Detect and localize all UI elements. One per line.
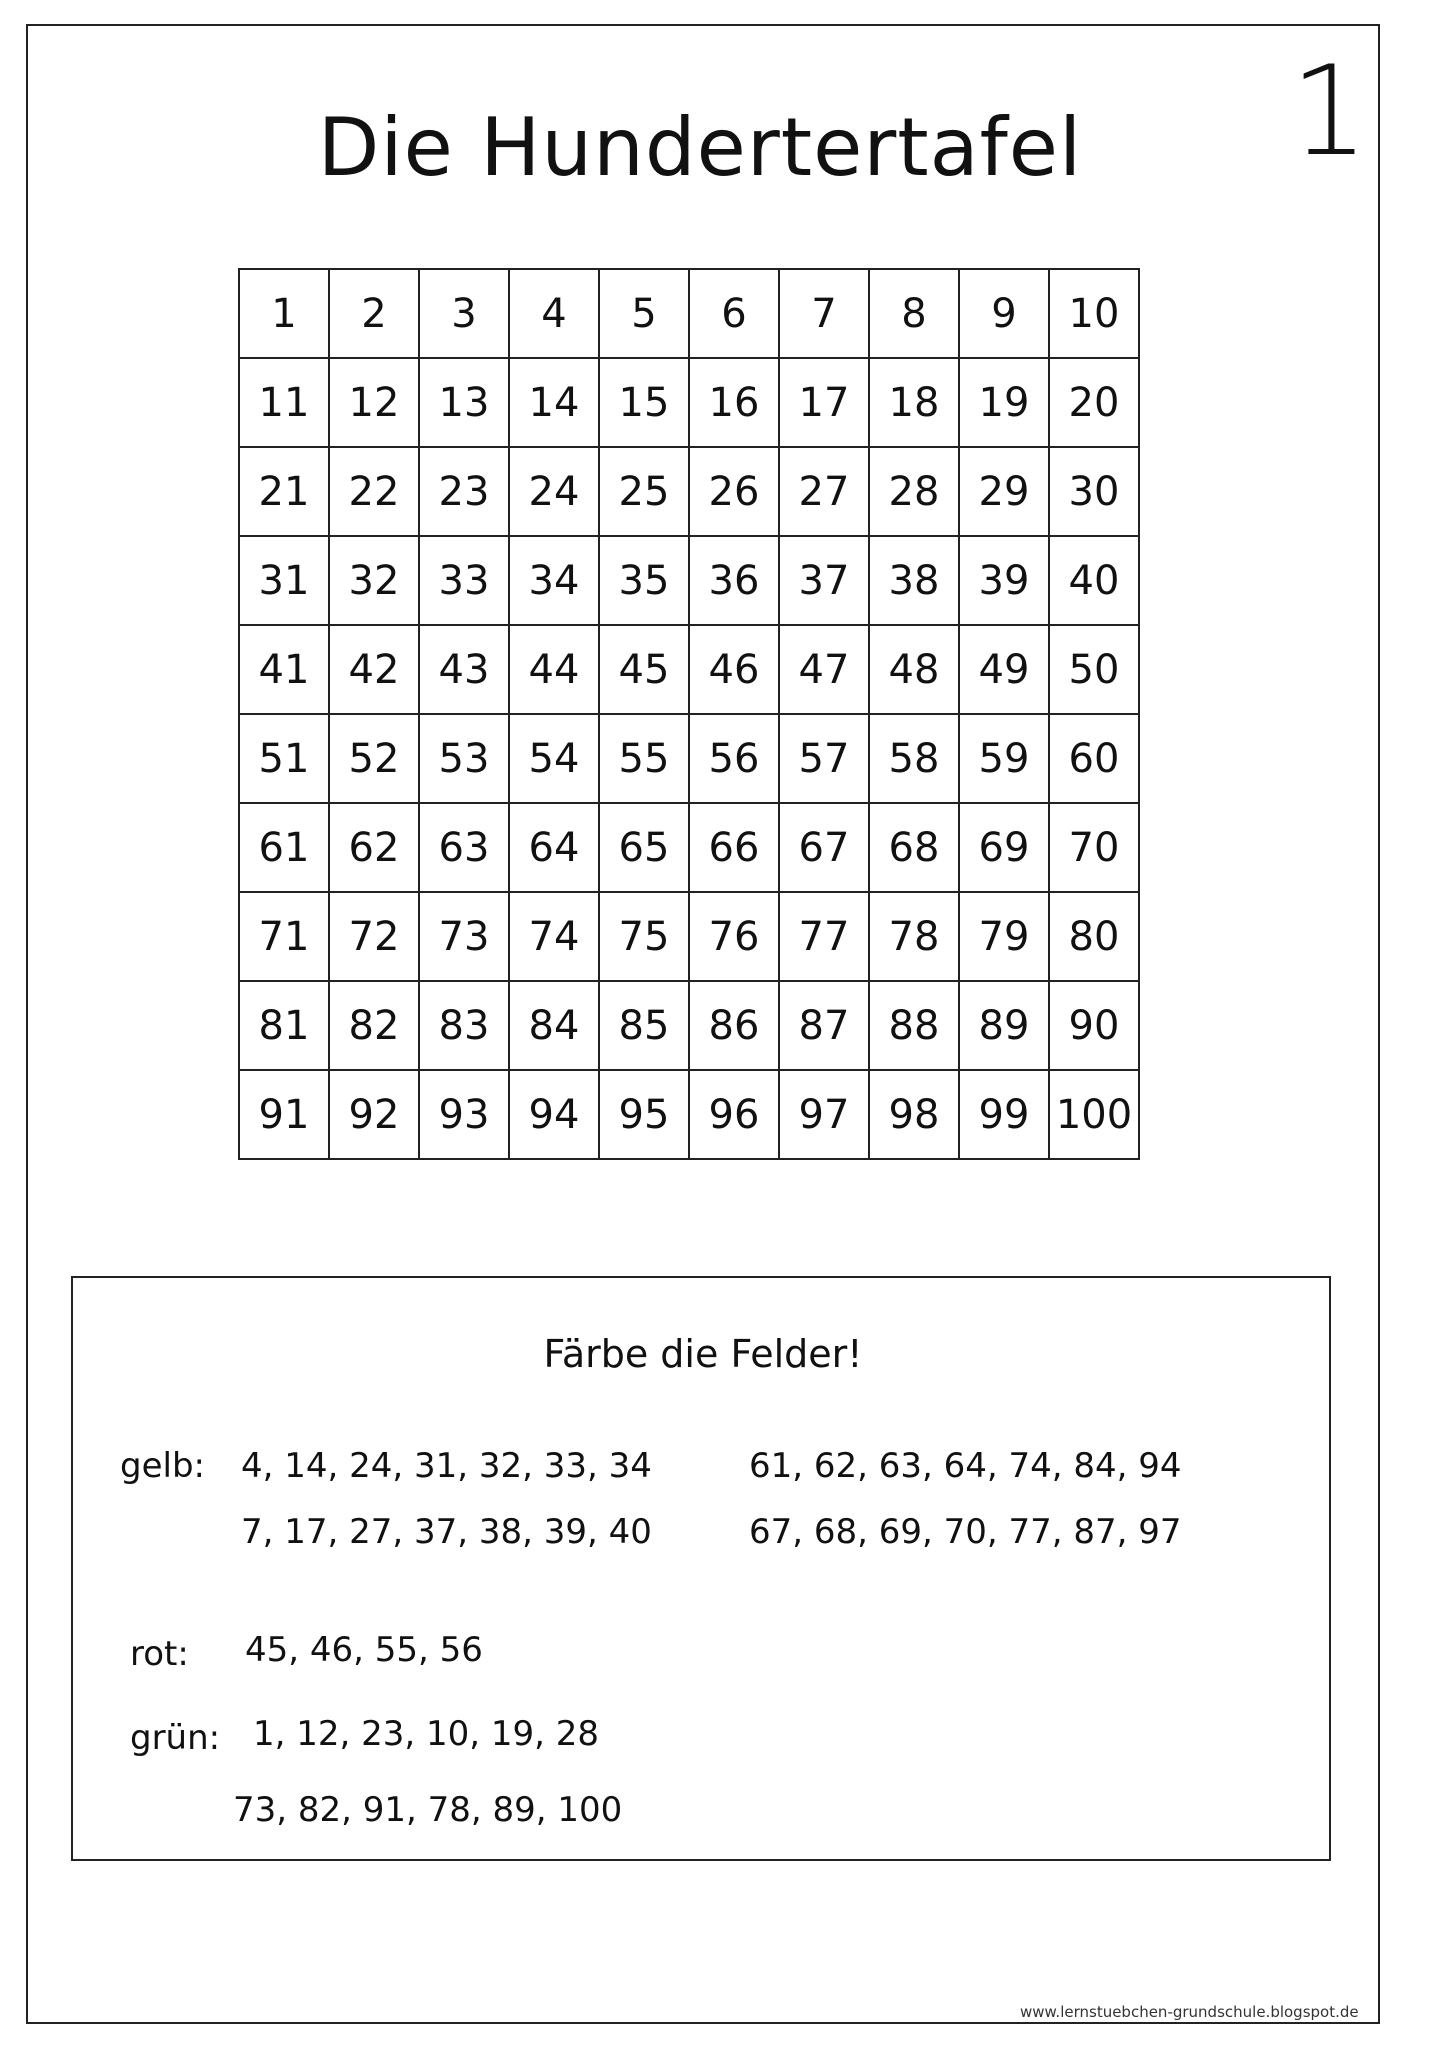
grid-cell: 45 [599, 625, 689, 714]
grid-cell: 41 [239, 625, 329, 714]
grid-cell: 32 [329, 536, 419, 625]
grid-cell: 69 [959, 803, 1049, 892]
grid-cell: 3 [419, 269, 509, 358]
grid-cell: 42 [329, 625, 419, 714]
grid-cell: 21 [239, 447, 329, 536]
grid-cell: 35 [599, 536, 689, 625]
gelb-list-2-left: 7, 17, 27, 37, 38, 39, 40 [241, 1512, 652, 1552]
grid-cell: 11 [239, 358, 329, 447]
grid-cell: 65 [599, 803, 689, 892]
grid-cell: 96 [689, 1070, 779, 1159]
grid-cell: 54 [509, 714, 599, 803]
grid-cell: 2 [329, 269, 419, 358]
grid-cell: 83 [419, 981, 509, 1070]
grid-cell: 72 [329, 892, 419, 981]
grid-cell: 40 [1049, 536, 1139, 625]
footer-url: www.lernstuebchen-grundschule.blogspot.de [1020, 2003, 1359, 2021]
grid-cell: 47 [779, 625, 869, 714]
grid-cell: 84 [509, 981, 599, 1070]
grid-cell: 38 [869, 536, 959, 625]
gruen-list-1: 1, 12, 23, 10, 19, 28 [253, 1714, 600, 1754]
grid-cell: 55 [599, 714, 689, 803]
grid-cell: 59 [959, 714, 1049, 803]
grid-row [239, 269, 1139, 358]
grid-cell: 77 [779, 892, 869, 981]
grid-row [239, 892, 1139, 981]
grid-cell: 78 [869, 892, 959, 981]
grid-cell: 27 [779, 447, 869, 536]
grid-cell: 100 [1049, 1070, 1139, 1159]
grid-cell: 6 [689, 269, 779, 358]
grid-cell: 90 [1049, 981, 1139, 1070]
grid-cell: 76 [689, 892, 779, 981]
grid-cell: 1 [239, 269, 329, 358]
gruen-list-2: 73, 82, 91, 78, 89, 100 [233, 1790, 623, 1830]
grid-cell: 19 [959, 358, 1049, 447]
grid-cell: 37 [779, 536, 869, 625]
grid-cell: 33 [419, 536, 509, 625]
grid-cell: 94 [509, 1070, 599, 1159]
grid-row [239, 981, 1139, 1070]
grid-cell: 43 [419, 625, 509, 714]
task-heading: Färbe die Felder! [543, 1332, 863, 1376]
grid-cell: 36 [689, 536, 779, 625]
gelb-list-1-left: 4, 14, 24, 31, 32, 33, 34 [241, 1446, 652, 1486]
grid-cell: 20 [1049, 358, 1139, 447]
grid-cell: 63 [419, 803, 509, 892]
grid-cell: 15 [599, 358, 689, 447]
grid-cell: 4 [509, 269, 599, 358]
grid-row [239, 536, 1139, 625]
grid-cell: 91 [239, 1070, 329, 1159]
grid-row [239, 714, 1139, 803]
grid-cell: 80 [1049, 892, 1139, 981]
grid-cell: 70 [1049, 803, 1139, 892]
grid-row [239, 447, 1139, 536]
grid-cell: 5 [599, 269, 689, 358]
grid-cell: 39 [959, 536, 1049, 625]
grid-cell: 64 [509, 803, 599, 892]
gelb-list-2-right: 67, 68, 69, 70, 77, 87, 97 [749, 1512, 1182, 1552]
label-gruen: grün: [130, 1718, 221, 1758]
grid-cell: 26 [689, 447, 779, 536]
grid-cell: 75 [599, 892, 689, 981]
grid-cell: 66 [689, 803, 779, 892]
sheet-number: 1 [1290, 40, 1369, 184]
grid-cell: 98 [869, 1070, 959, 1159]
grid-cell: 12 [329, 358, 419, 447]
grid-cell: 93 [419, 1070, 509, 1159]
grid-cell: 18 [869, 358, 959, 447]
grid-cell: 22 [329, 447, 419, 536]
grid-cell: 60 [1049, 714, 1139, 803]
grid-cell: 44 [509, 625, 599, 714]
grid-row [239, 358, 1139, 447]
grid-cell: 46 [689, 625, 779, 714]
grid-cell: 85 [599, 981, 689, 1070]
grid-row [239, 625, 1139, 714]
grid-cell: 25 [599, 447, 689, 536]
label-gelb: gelb: [120, 1446, 205, 1486]
grid-cell: 74 [509, 892, 599, 981]
grid-cell: 79 [959, 892, 1049, 981]
grid-cell: 89 [959, 981, 1049, 1070]
grid-cell: 82 [329, 981, 419, 1070]
grid-cell: 57 [779, 714, 869, 803]
hundred-grid [238, 268, 1140, 1160]
page-title: Die Hundertertafel [317, 101, 1083, 194]
grid-cell: 71 [239, 892, 329, 981]
grid-cell: 49 [959, 625, 1049, 714]
grid-cell: 97 [779, 1070, 869, 1159]
grid-cell: 92 [329, 1070, 419, 1159]
grid-cell: 68 [869, 803, 959, 892]
grid-cell: 67 [779, 803, 869, 892]
grid-cell: 14 [509, 358, 599, 447]
grid-cell: 9 [959, 269, 1049, 358]
grid-cell: 13 [419, 358, 509, 447]
grid-cell: 73 [419, 892, 509, 981]
grid-cell: 34 [509, 536, 599, 625]
grid-row [239, 803, 1139, 892]
grid-cell: 87 [779, 981, 869, 1070]
grid-cell: 50 [1049, 625, 1139, 714]
grid-cell: 99 [959, 1070, 1049, 1159]
grid-cell: 31 [239, 536, 329, 625]
rot-list: 45, 46, 55, 56 [245, 1630, 483, 1670]
grid-cell: 8 [869, 269, 959, 358]
gelb-list-1-right: 61, 62, 63, 64, 74, 84, 94 [749, 1446, 1182, 1486]
grid-cell: 81 [239, 981, 329, 1070]
grid-cell: 24 [509, 447, 599, 536]
label-rot: rot: [130, 1634, 189, 1674]
grid-cell: 23 [419, 447, 509, 536]
grid-cell: 17 [779, 358, 869, 447]
grid-cell: 95 [599, 1070, 689, 1159]
task-box [71, 1276, 1331, 1861]
grid-cell: 7 [779, 269, 869, 358]
grid-cell: 52 [329, 714, 419, 803]
grid-cell: 10 [1049, 269, 1139, 358]
grid-cell: 28 [869, 447, 959, 536]
grid-cell: 51 [239, 714, 329, 803]
grid-row [239, 1070, 1139, 1159]
grid-cell: 61 [239, 803, 329, 892]
grid-cell: 86 [689, 981, 779, 1070]
grid-cell: 16 [689, 358, 779, 447]
grid-cell: 48 [869, 625, 959, 714]
grid-cell: 58 [869, 714, 959, 803]
grid-cell: 53 [419, 714, 509, 803]
grid-cell: 29 [959, 447, 1049, 536]
grid-cell: 30 [1049, 447, 1139, 536]
grid-cell: 62 [329, 803, 419, 892]
grid-cell: 56 [689, 714, 779, 803]
grid-cell: 88 [869, 981, 959, 1070]
